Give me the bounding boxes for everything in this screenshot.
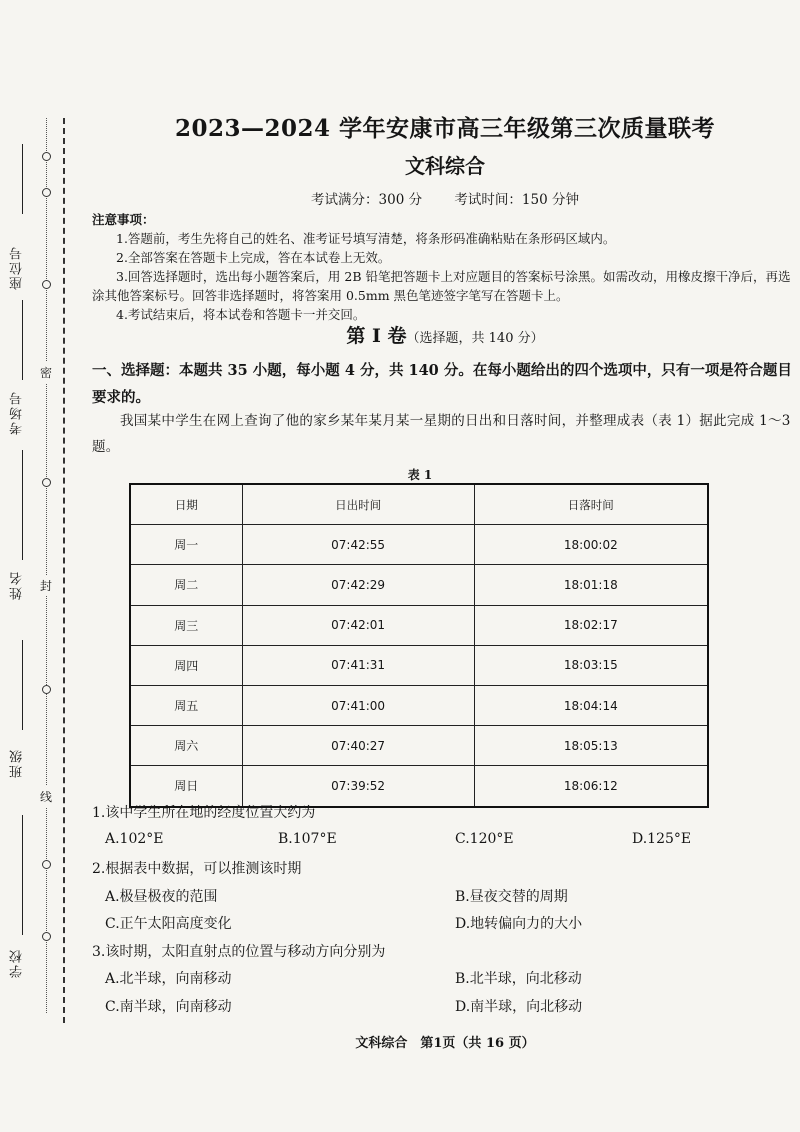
cell-sunset: 18:05:13 (474, 726, 708, 766)
section-note: （选择题，共 140 分） (406, 331, 544, 346)
seat-field-line (22, 144, 23, 214)
header-sunrise: 日出时间 (242, 484, 474, 525)
binding-dot (42, 478, 51, 487)
note-item: 4.考试结束后，将本试卷和答题卡一并交回。 (116, 307, 366, 322)
cell-sunrise: 07:41:31 (242, 645, 474, 685)
binding-dot (42, 860, 51, 869)
note-item: 3.回答选择题时，选出每小题答案后，用 2B 铅笔把答题卡上对应题目的答案标号涂黑。如需改动，用橡皮擦干净后，再选涂其他答案标号。回答非选择题时，将答案用 0.5mm 黑色笔迹签字笔写在答题卡上。 (92, 269, 791, 303)
exam-room-field-line (22, 300, 23, 380)
table-row (130, 565, 708, 605)
table-row (130, 525, 708, 565)
cell-sunrise: 07:42:01 (242, 605, 474, 645)
table-caption: 表 1 (407, 468, 433, 482)
section-instructions: 一、选择题：本题共 35 小题，每小题 4 分，共 140 分。在每小题给出的四个选项中，只有一项是符合题目要求的。 (92, 362, 792, 406)
cell-day: 周三 (130, 605, 242, 645)
header-sunset: 日落时间 (474, 484, 708, 525)
q1-option-d: D.125°E (632, 831, 692, 847)
cell-sunrise: 07:41:00 (242, 685, 474, 725)
question-intro: 我国某中学生在网上查询了他的家乡某年某月某一星期的日出和日落时间，并整理成表（表 1）据此完成 1～3 题。 (92, 413, 791, 455)
cell-sunrise: 07:42:29 (242, 565, 474, 605)
seal-char-xian: 线 (40, 786, 52, 807)
cell-day: 周二 (130, 565, 242, 605)
school-field-line (22, 815, 23, 935)
notes-block (92, 210, 792, 324)
q2-option-b: B.昼夜交替的周期 (455, 889, 568, 905)
cell-day: 周一 (130, 525, 242, 565)
binding-dot (42, 152, 51, 161)
notes-heading: 注意事项： (92, 212, 155, 227)
seat-number-label: 座位号 (10, 245, 25, 290)
section-title (100, 321, 790, 348)
question-2-stem: 2.根据表中数据，可以推测该时期 (92, 861, 302, 877)
cell-sunset: 18:03:15 (474, 645, 708, 685)
cell-sunset: 18:02:17 (474, 605, 708, 645)
cell-day: 周五 (130, 685, 242, 725)
section-name: 第 I 卷 (346, 325, 407, 347)
q3-option-c: C.南半球，向南移动 (105, 999, 232, 1015)
binding-dot (42, 188, 51, 197)
binding-dot (42, 685, 51, 694)
question-1-stem: 1.该中学生所在地的经度位置大约为 (92, 805, 316, 821)
class-label: 班级 (10, 748, 25, 778)
table-row (130, 726, 708, 766)
exam-title: 2023—2024 学年安康市高三年级第三次质量联考 (174, 115, 716, 142)
table-header-row (130, 484, 708, 525)
q2-option-c: C.正午太阳高度变化 (105, 916, 232, 932)
cell-sunset: 18:06:12 (474, 766, 708, 807)
cell-sunset: 18:04:14 (474, 685, 708, 725)
cut-line (63, 118, 65, 1023)
q3-option-b: B.北半球，向北移动 (455, 971, 582, 987)
binding-strip (0, 100, 80, 1030)
header-date: 日期 (130, 484, 242, 525)
cell-sunset: 18:00:02 (474, 525, 708, 565)
cell-sunrise: 07:42:55 (242, 525, 474, 565)
exam-room-label: 考场号 (10, 390, 25, 435)
seal-line (46, 118, 47, 1013)
q1-option-c: C.120°E (455, 831, 514, 847)
q3-option-a: A.北半球，向南移动 (105, 971, 232, 987)
cell-day: 周四 (130, 645, 242, 685)
table-row (130, 605, 708, 645)
question-3-stem: 3.该时期，太阳直射点的位置与移动方向分别为 (92, 944, 386, 960)
exam-subject: 文科综合 (405, 154, 485, 178)
page-footer: 文科综合 第1页（共 16 页） (355, 1036, 535, 1051)
cell-sunrise: 07:39:52 (242, 766, 474, 807)
table-row (130, 685, 708, 725)
q1-option-a: A.102°E (105, 831, 164, 847)
note-item: 2.全部答案在答题卡上完成，答在本试卷上无效。 (116, 250, 391, 265)
sunrise-sunset-table (129, 483, 709, 808)
school-label: 学校 (10, 948, 25, 978)
full-score: 考试满分：300 分 (311, 192, 423, 208)
name-field-line (22, 450, 23, 560)
cell-sunrise: 07:40:27 (242, 726, 474, 766)
exam-meta (100, 188, 790, 208)
binding-dot (42, 932, 51, 941)
binding-dot (42, 280, 51, 289)
table-row (130, 766, 708, 807)
seal-char-mi: 密 (40, 362, 52, 383)
cell-day: 周日 (130, 766, 242, 807)
cell-day: 周六 (130, 726, 242, 766)
class-field-line (22, 640, 23, 730)
q3-option-d: D.南半球，向北移动 (455, 999, 583, 1015)
note-item: 1.答题前，考生先将自己的姓名、准考证号填写清楚，将条形码准确粘贴在条形码区域内。 (116, 231, 616, 246)
cell-sunset: 18:01:18 (474, 565, 708, 605)
table-row (130, 645, 708, 685)
q1-option-b: B.107°E (278, 831, 337, 847)
seal-char-feng: 封 (40, 575, 52, 596)
exam-time: 考试时间：150 分钟 (454, 192, 579, 208)
q2-option-a: A.极昼极夜的范围 (105, 889, 218, 905)
name-label: 姓名 (10, 570, 25, 600)
q2-option-d: D.地转偏向力的大小 (455, 916, 583, 932)
